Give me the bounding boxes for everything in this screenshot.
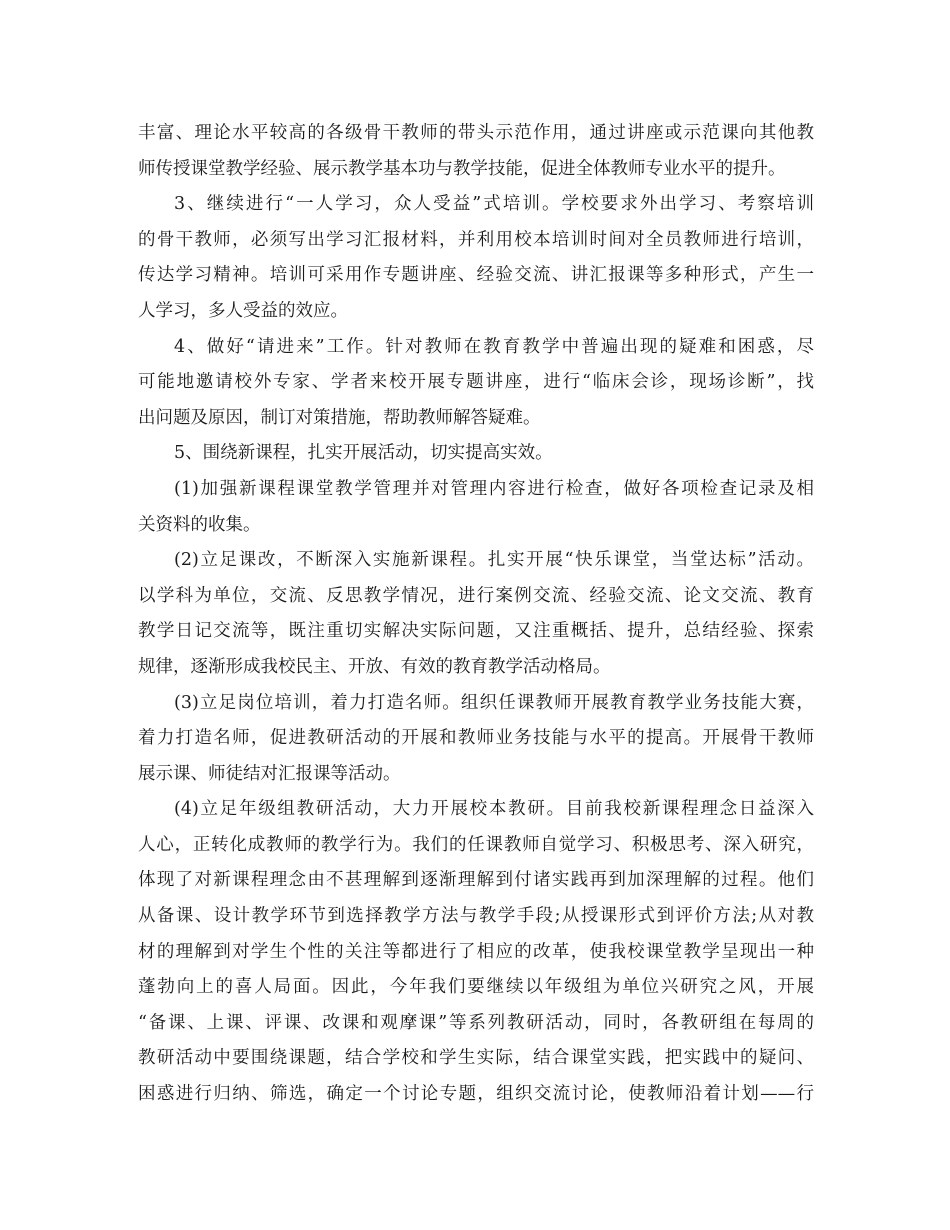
text-line: 以学科为单位，交流、反思教学情况，进行案例交流、经验交流、论文交流、教育	[138, 585, 814, 606]
text-line: 教学日记交流等，既注重切实解决实际问题，又注重概括、提升，总结经验、探索	[138, 621, 814, 642]
text-line: 4、做好“请进来”工作。针对教师在教育教学中普遍出现的疑难和困惑，尽	[174, 336, 814, 357]
text-line: 5、围绕新课程，扎实开展活动，切实提高实效。	[174, 443, 553, 464]
text-line: 体现了对新课程理念由不甚理解到逐渐理解到付诸实践再到加深理解的过程。他们	[138, 870, 814, 891]
text-line: 教研活动中要围绕课题，结合学校和学生实际，结合课堂实践，把实践中的疑问、	[138, 1048, 814, 1069]
text-line: 人心，正转化成教师的教学行为。我们的任课教师自觉学习、积极思考、深入研究，	[138, 834, 814, 855]
text-line: 的骨干教师，必须写出学习汇报材料，并利用校本培训时间对全员教师进行培训，	[138, 229, 814, 250]
text-line: 丰富、理论水平较高的各级骨干教师的带头示范作用，通过讲座或示范课向其他教	[138, 123, 814, 143]
text-line: 展示课、师徒结对汇报课等活动。	[138, 763, 401, 784]
text-line: 蓬勃向上的喜人局面。因此，今年我们要继续以年级组为单位兴研究之风，开展	[138, 977, 814, 998]
text-line: 材的理解到对学生个性的关注等都进行了相应的改革，使我校课堂教学呈现出一种	[138, 941, 814, 962]
text-line: 着力打造名师，促进教研活动的开展和教师业务技能与水平的提高。开展骨干教师	[138, 728, 814, 749]
text-line: 从备课、设计教学环节到选择教学方法与教学手段;从授课形式到评价方法;从对教	[138, 906, 814, 927]
text-line: (4)立足年级组教研活动，大力开展校本教研。目前我校新课程理念日益深入	[174, 799, 814, 820]
text-line: 传达学习精神。培训可采用作专题讲座、经验交流、讲汇报课等多种形式，产生一	[138, 265, 814, 286]
text-line: 师传授课堂教学经验、展示教学基本功与教学技能，促进全体教师专业水平的提升。	[138, 158, 786, 179]
text-line: (3)立足岗位培训，着力打造名师。组织任课教师开展教育教学业务技能大赛，	[174, 692, 814, 713]
text-line: 出问题及原因，制订对策措施，帮助教师解答疑难。	[138, 407, 541, 428]
text-line: (2)立足课改，不断深入实施新课程。扎实开展“快乐课堂，当堂达标”活动。	[174, 550, 814, 571]
text-line: “备课、上课、评课、改课和观摩课”等系列教研活动，同时，各教研组在每周的	[138, 1012, 814, 1033]
text-line: 困惑进行归纳、筛选，确定一个讨论专题，组织交流讨论，使教师沿着计划——行	[138, 1084, 814, 1105]
text-line: (1)加强新课程课堂教学管理并对管理内容进行检查，做好各项检查记录及相	[174, 478, 814, 499]
text-line: 3、继续进行“一人学习，众人受益”式培训。学校要求外出学习、考察培训	[174, 194, 814, 215]
text-line: 可能地邀请校外专家、学者来校开展专题讲座，进行“临床会诊，现场诊断”，找	[138, 372, 814, 393]
document-body	[138, 116, 814, 1113]
text-line: 规律，逐渐形成我校民主、开放、有效的教育教学活动格局。	[138, 656, 611, 677]
text-line: 关资料的收集。	[138, 514, 261, 535]
text-line: 人学习，多人受益的效应。	[138, 300, 348, 321]
